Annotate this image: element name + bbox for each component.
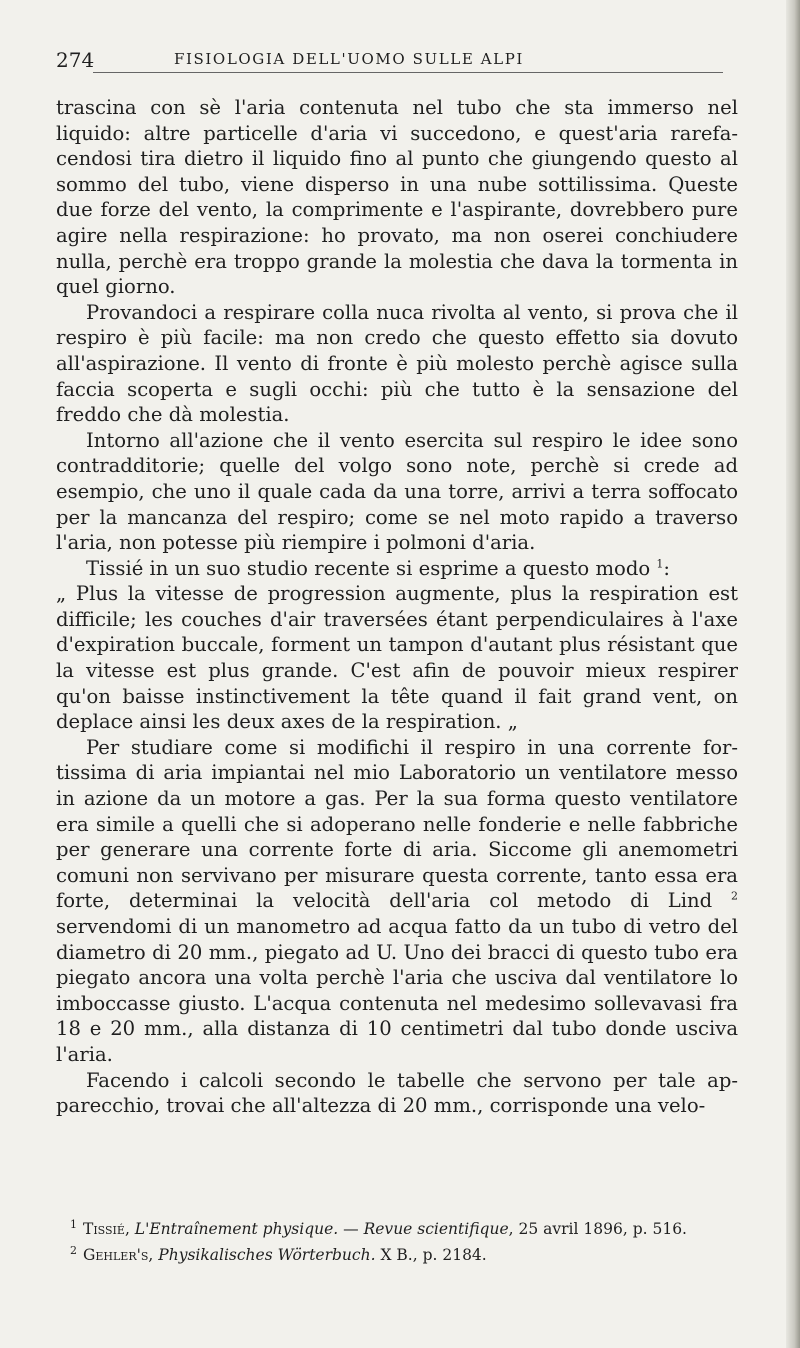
body-text — [56, 95, 738, 1119]
footnote-title: L'Entraînement physique. — [134, 1220, 339, 1238]
footnote: $^2$ Gehler's, Physikalisches Wörterbuch. X B., p. 2184. — [70, 1244, 487, 1264]
footnote-marker: 2 — [70, 1244, 77, 1257]
footnote-journal: Revue scientifique — [363, 1220, 509, 1238]
paragraph-text: servendomi di un manometro ad acqua fatto da un tubo di vetro del diametro di 20 mm., piegato ad U. Uno dei bracci di questo tubo era piegato ancora una volta perchè l'aria che usciva dal ventilatore lo imboccasse giusto. L'acqua contenuta nel medesimo sollevavasi fra 18 e 20 mm., alla distanza di 10 centimetri dal tubo donde usciva l'aria. — [56, 915, 738, 1066]
footnote-ref: 2 — [731, 889, 738, 903]
page-number: 274 — [56, 48, 95, 72]
footnote: $^1$ Tissié, L'Entraînement physique. — Revue scientifique, 25 avril 1896, p. 516. — [70, 1218, 687, 1238]
footnote-title: Physikalisches Wörterbuch. — [158, 1246, 376, 1264]
footnote-author: Tissié — [83, 1220, 125, 1238]
running-head: FISIOLOGIA DELL'UOMO SULLE ALPI — [174, 50, 524, 68]
header-rule — [93, 72, 723, 73]
footnote-dash: — — [338, 1220, 364, 1238]
footnote-rest: , 25 avril 1896, p. 516. — [508, 1220, 687, 1238]
paragraph: trascina con sè l'aria contenuta nel tubo che sta immerso nel liquido: altre particelle d'aria vi succedono, e quest'aria rarefacendosi tira dietro il liquido fino al punto che giungendo questo al sommo del tubo, viene disperso in una nube sottilissima. Queste due forze del vento, la comprimente e l'aspirante, dovrebbero pure agire nella respirazione: ho provato, ma non oserei conchiudere nulla, perchè era troppo grande la molestia che dava la tormenta in quel giorno. — [56, 96, 738, 299]
page-header — [56, 44, 736, 74]
paragraph: Facendo i calcoli secondo le tabelle che servono per tale apparecchio, trovai che all'altezza di 20 mm., corrisponde una velo- — [56, 1068, 738, 1118]
paragraph: Intorno all'azione che il vento esercita sul respiro le idee sono contradditorie; quelle del volgo sono note, perchè si crede ad esempio, che uno il quale cada da una torre, arrivi a terra soffocato per la mancanza del respiro; come se nel moto rapido a traverso l'aria, non potesse più riempire i polmoni d'aria. — [56, 428, 738, 555]
paragraph-text: Tissié in un suo studio recente si esprime a questo modo — [86, 556, 651, 580]
paragraph-with-note — [56, 735, 738, 1068]
footnote-marker: 1 — [70, 1218, 77, 1231]
paragraph-punct: : — [663, 556, 671, 580]
paragraph: Provandoci a respirare colla nuca rivolta al vento, si prova che il respiro è più facile: ma non credo che questo effetto sia dovuto all'aspirazione. Il vento di fronte è più molesto perchè agisce sulla faccia scoperta e sugli occhi: più che tutto è la sensazione del freddo che dà molestia. — [56, 300, 738, 427]
page-edge-shadow — [786, 0, 800, 1348]
footnote-ref: 1 — [656, 557, 664, 571]
footnote-rest: X B., p. 2184. — [375, 1246, 487, 1264]
footnotes — [70, 1214, 738, 1266]
quotation: „ Plus la vitesse de progression augmente, plus la respiration est difficile; les couches d'air traversées étant perpendiculaires à l'axe d'expiration buccale, forment un tampon d'autant plus résistant que la vitesse est plus grande. C'est afin de pouvoir mieux respirer qu'on baisse instinctivement la tête quand il fait grand vent, on deplace ainsi les deux axes de la respiration. „ — [56, 582, 738, 734]
paragraph-text: Per studiare come si modifichi il respiro in una corrente fortissima di aria impiantai nel mio Laboratorio un ventilatore messo in azione da un motore a gas. Per la sua forma questo ventilatore era simile a quelli che si adoperano nelle fonderie e nelle fabbriche per generare una corrente forte di aria. Siccome gli anemometri comuni non servivano per misurare questa corrente, tanto essa era forte, determinai la velocità dell'aria col metodo di Lind — [56, 735, 738, 913]
footnote-author: Gehler's — [83, 1246, 149, 1264]
paragraph-with-note — [56, 556, 738, 582]
